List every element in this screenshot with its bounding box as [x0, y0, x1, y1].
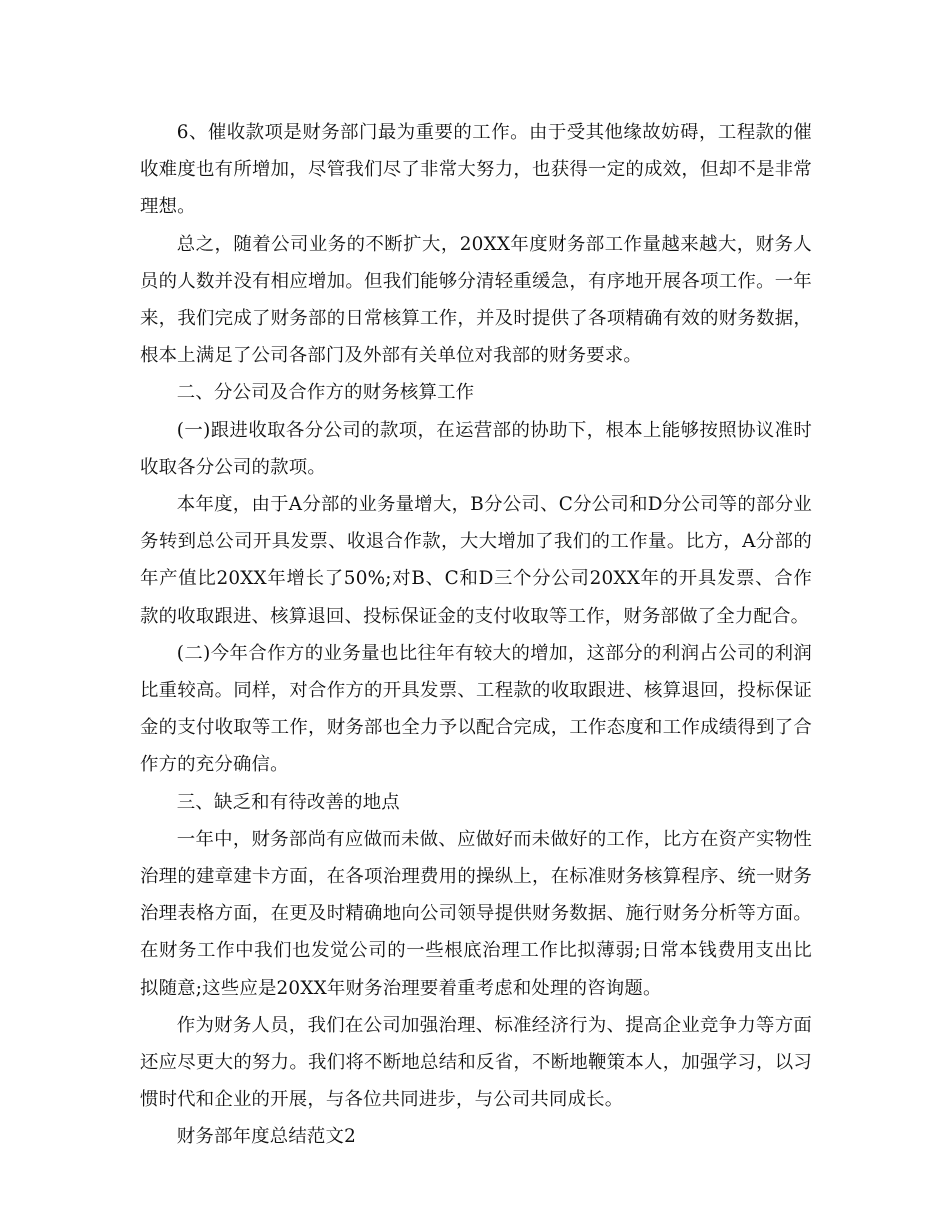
paragraph-shortcomings-detail: 一年中，财务部尚有应做而未做、应做好而未做好的工作，比方在资产实物性治理的建章建卡方面，在各项治理费用的操纵上，在标准财务核算程序、统一财务治理表格方面，在更及时精确地向公司领导提供财务数据、施行财务分析等方面。在财务工作中我们也发觉公司的一些根底治理工作比拟薄弱;日常本钱费用支出比拟随意;这些应是20XX年财务治理要着重考虑和处理的咨询题。	[140, 828, 812, 999]
section-heading-sample-2: 财务部年度总结范文2	[176, 1126, 357, 1148]
paragraph-collection-item-6: 6、催收款项是财务部门最为重要的工作。由于受其他缘故妨碍，工程款的催收难度也有所增加，尽管我们尽了非常大努力，也获得一定的成效，但却不是非常理想。	[140, 122, 812, 218]
paragraph-summary: 总之，随着公司业务的不断扩大，20XX年度财务部工作量越来越大，财务人员的人数并没有相应增加。但我们能够分清轻重缓急，有序地开展各项工作。一年来，我们完成了财务部的日常核算工作，并及时提供了各项精确有效的财务数据，根本上满足了公司各部门及外部有关单位对我部的财务要求。	[140, 233, 812, 367]
section-heading-branch-accounting: 二、分公司及合作方的财务核算工作	[176, 382, 475, 404]
document-body	[140, 114, 812, 1156]
section-heading-shortcomings: 三、缺乏和有待改善的地点	[176, 791, 400, 813]
paragraph-branch-collection: (一)跟进收取各分公司的款项，在运营部的协助下，根本上能够按照协议准时收取各分公司的款项。	[140, 419, 812, 478]
paragraph-annual-workload: 本年度，由于A分部的业务量增大，B分公司、C分公司和D分公司等的部分业务转到总公司开具发票、收退合作款，大大增加了我们的工作量。比方，A分部的年产值比20XX年增长了50%;对B、C和D三个分公司20XX年的开具发票、合作款的收取跟进、核算退回、投标保证金的支付收取等工作，财务部做了全力配合。	[140, 494, 812, 627]
paragraph-future-effort: 作为财务人员，我们在公司加强治理、标准经济行为、提高企业竞争力等方面还应尽更大的努力。我们将不断地总结和反省，不断地鞭策本人，加强学习，以习惯时代和企业的开展，与各位共同进步，与公司共同成长。	[140, 1014, 812, 1111]
paragraph-partner-business: (二)今年合作方的业务量也比往年有较大的增加，这部分的利润占公司的利润比重较高。同样，对合作方的开具发票、工程款的收取跟进、核算退回，投标保证金的支付收取等工作，财务部也全力予以配合完成，工作态度和工作成绩得到了合作方的充分确信。	[140, 642, 812, 776]
